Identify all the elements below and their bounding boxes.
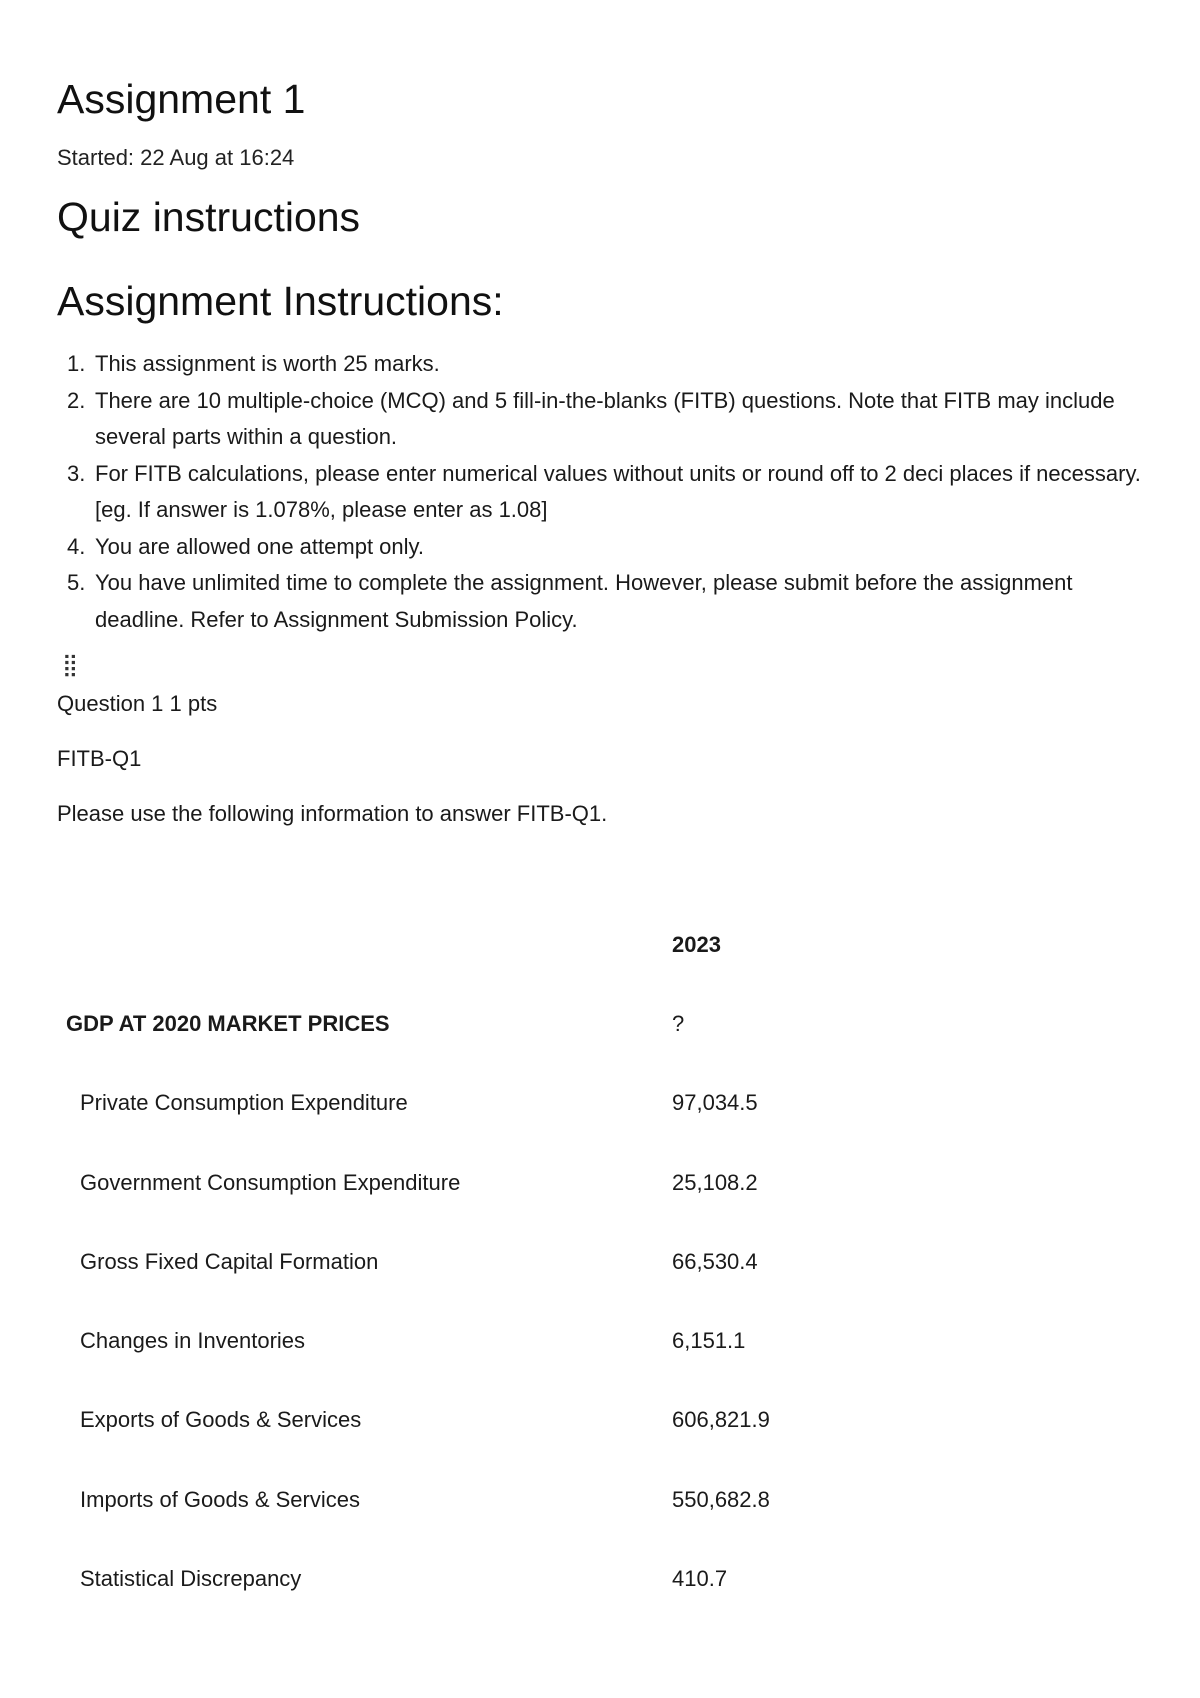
table-row xyxy=(57,1539,957,1618)
table-main-label: GDP AT 2020 MARKET PRICES xyxy=(66,1010,390,1036)
table-row-value: 410.7 xyxy=(672,1566,728,1592)
instruction-number: 2. xyxy=(67,387,86,413)
instruction-text: You are allowed one attempt only. xyxy=(95,533,425,559)
table-row-label: Gross Fixed Capital Formation xyxy=(80,1248,379,1274)
table-row-label: Exports of Goods & Services xyxy=(80,1407,362,1433)
table-row-label: Imports of Goods & Services xyxy=(80,1486,360,1512)
table-row xyxy=(57,1064,957,1143)
instruction-item xyxy=(67,456,1147,529)
instruction-item xyxy=(67,529,1147,566)
instruction-text: This assignment is worth 25 marks. xyxy=(95,351,440,376)
question-id: FITB-Q1 xyxy=(57,746,142,771)
table-row-value: 25,108.2 xyxy=(672,1169,758,1195)
instruction-text: For FITB calculations, please enter numerical values without units or round off to 2 deci places if necessary. [eg. If answer is 1.078%, please enter as 1.08] xyxy=(95,460,1141,522)
instruction-text: There are 10 multiple-choice (MCQ) and 5 fill-in-the-blanks (FITB) questions. Note that FITB may include several parts within a question. xyxy=(95,387,1115,449)
table-row xyxy=(57,1460,957,1539)
table-row-value: 550,682.8 xyxy=(672,1486,770,1512)
table-row xyxy=(57,1143,957,1222)
table-header-year: 2023 xyxy=(672,931,721,957)
instruction-number: 3. xyxy=(67,460,86,486)
table-row xyxy=(57,984,957,1063)
instruction-number: 1. xyxy=(67,351,86,376)
instruction-number: 4. xyxy=(67,533,86,559)
table-row-value: 606,821.9 xyxy=(672,1407,770,1433)
table-row xyxy=(57,1301,957,1380)
table-row-value: 66,530.4 xyxy=(672,1248,758,1274)
table-row xyxy=(57,1381,957,1460)
table-header-label xyxy=(57,905,669,984)
question-prompt: Please use the following information to answer FITB-Q1. xyxy=(57,801,608,826)
assignment-instructions-heading: Assignment Instructions: xyxy=(57,278,504,324)
started-timestamp: Started: 22 Aug at 16:24 xyxy=(57,145,295,170)
instruction-item xyxy=(67,565,1147,638)
table-row-label: Government Consumption Expenditure xyxy=(80,1169,461,1195)
instructions-list xyxy=(57,346,1147,638)
table-main-value: ? xyxy=(672,1010,685,1036)
table-row-label: Statistical Discrepancy xyxy=(80,1566,302,1592)
table-header-row xyxy=(57,905,957,984)
instruction-item xyxy=(67,346,1147,383)
instruction-item xyxy=(67,383,1147,456)
gdp-data-table xyxy=(57,905,957,1619)
instruction-number: 5. xyxy=(67,570,86,595)
table-row-label: Changes in Inventories xyxy=(80,1328,306,1354)
table-row-value: 6,151.1 xyxy=(672,1328,746,1354)
table-row xyxy=(57,1222,957,1301)
drag-handle-icon[interactable]: ⣿ xyxy=(62,652,77,677)
table-row-label: Private Consumption Expenditure xyxy=(80,1090,408,1116)
table-row-value: 97,034.5 xyxy=(672,1090,758,1116)
page-title: Assignment 1 xyxy=(57,76,306,122)
quiz-instructions-heading: Quiz instructions xyxy=(57,194,361,240)
question-header: Question 1 1 pts xyxy=(57,691,218,716)
instruction-text: You have unlimited time to complete the assignment. However, please submit before the assignment deadline. Refer to Assignment Submission Policy. xyxy=(95,570,1073,632)
